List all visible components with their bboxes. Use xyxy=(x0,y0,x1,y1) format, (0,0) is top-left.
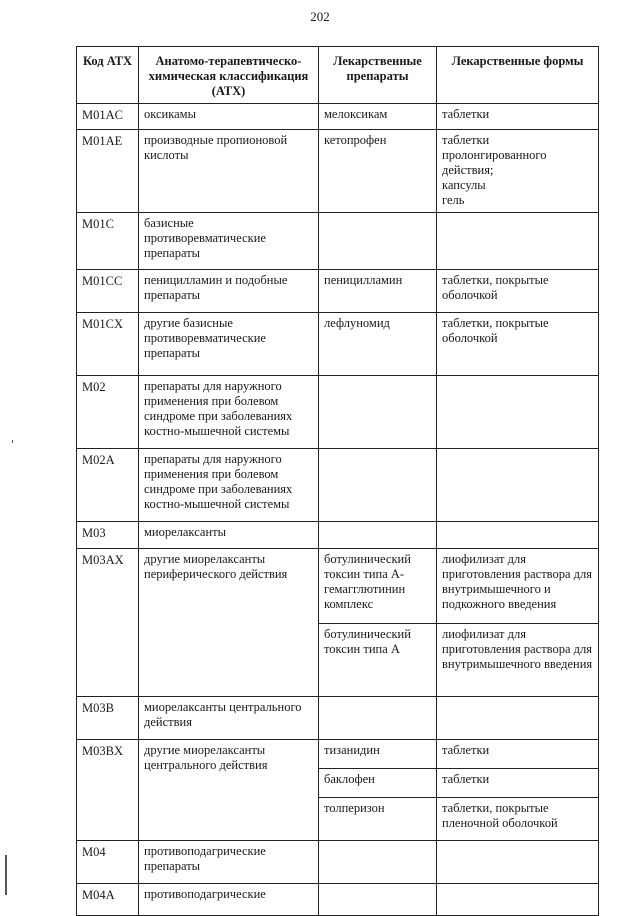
form-cell xyxy=(437,449,599,522)
table-row xyxy=(77,740,599,769)
atc-code: M02A xyxy=(77,449,139,522)
drug-cell: лефлуномид xyxy=(319,313,437,376)
classification-cell: препараты для наружного применения при болевом синдроме при заболеваниях костно-мышечной системы xyxy=(139,376,319,449)
scan-mark xyxy=(12,440,13,443)
atc-code: M01AC xyxy=(77,104,139,130)
classification-cell: другие миорелаксанты центрального действия xyxy=(139,740,319,841)
classification-cell: противоподагрические xyxy=(139,884,319,916)
table-row xyxy=(77,313,599,376)
table-row xyxy=(77,376,599,449)
classification-cell: пеницилламин и подобные препараты xyxy=(139,270,319,313)
form-cell: таблетки, покрытые оболочкой xyxy=(437,270,599,313)
classification-cell: другие миорелаксанты периферического действия xyxy=(139,549,319,697)
classification-cell: миорелаксанты центрального действия xyxy=(139,697,319,740)
atc-code: M04 xyxy=(77,841,139,884)
atc-code: M01C xyxy=(77,213,139,270)
form-cell xyxy=(437,376,599,449)
drug-cell xyxy=(319,884,437,916)
atc-code: M04A xyxy=(77,884,139,916)
header-code: Код АТХ xyxy=(77,47,139,104)
drug-cell xyxy=(319,449,437,522)
atc-code: M03 xyxy=(77,522,139,549)
drug-cell xyxy=(319,522,437,549)
form-cell: таблетки xyxy=(437,769,599,798)
atc-code: M02 xyxy=(77,376,139,449)
drug-cell: баклофен xyxy=(319,769,437,798)
scan-mark xyxy=(5,855,7,895)
form-cell: таблетки, покрытые пленочной оболочкой xyxy=(437,798,599,841)
header-forms: Лекарственные формы xyxy=(437,47,599,104)
classification-cell: противоподагрические препараты xyxy=(139,841,319,884)
drug-cell: пеницилламин xyxy=(319,270,437,313)
table-body xyxy=(77,104,599,916)
atc-code: M03BX xyxy=(77,740,139,841)
form-cell: таблетки, покрытые оболочкой xyxy=(437,313,599,376)
table-row xyxy=(77,549,599,624)
drug-cell xyxy=(319,376,437,449)
form-cell xyxy=(437,841,599,884)
form-cell: лиофилизат для приготовления раствора для внутримышечного и подкожного введения xyxy=(437,549,599,624)
form-cell: лиофилизат для приготовления раствора для внутримышечного введения xyxy=(437,624,599,697)
classification-cell: препараты для наружного применения при болевом синдроме при заболеваниях костно-мышечной системы xyxy=(139,449,319,522)
drug-cell xyxy=(319,841,437,884)
atc-code: M01CX xyxy=(77,313,139,376)
header-classification: Анатомо-терапевтическо-химическая классификация (АТХ) xyxy=(139,47,319,104)
table-row xyxy=(77,841,599,884)
table-row xyxy=(77,449,599,522)
page-number: 202 xyxy=(310,9,330,24)
form-cell xyxy=(437,697,599,740)
drug-cell: ботулинический токсин типа A-гемагглютинин комплекс xyxy=(319,549,437,624)
table-row xyxy=(77,884,599,916)
form-cell xyxy=(437,522,599,549)
drug-cell xyxy=(319,697,437,740)
form-cell xyxy=(437,884,599,916)
drug-cell: ботулинический токсин типа A xyxy=(319,624,437,697)
form-cell: таблетки пролонгированного действия; капсулы гель xyxy=(437,130,599,213)
form-cell xyxy=(437,213,599,270)
classification-cell: производные пропионовой кислоты xyxy=(139,130,319,213)
atc-code: M03AX xyxy=(77,549,139,697)
drug-cell: кетопрофен xyxy=(319,130,437,213)
atc-code: M03B xyxy=(77,697,139,740)
drug-cell: тизанидин xyxy=(319,740,437,769)
table-row xyxy=(77,130,599,213)
table-row xyxy=(77,270,599,313)
classification-cell: миорелаксанты xyxy=(139,522,319,549)
table-row xyxy=(77,104,599,130)
atc-table xyxy=(76,46,599,916)
drug-cell: мелоксикам xyxy=(319,104,437,130)
classification-cell: оксикамы xyxy=(139,104,319,130)
table-row xyxy=(77,213,599,270)
table-header-row xyxy=(77,47,599,104)
classification-cell: базисные противоревматические препараты xyxy=(139,213,319,270)
form-cell: таблетки xyxy=(437,104,599,130)
drug-cell xyxy=(319,213,437,270)
atc-code: M01CC xyxy=(77,270,139,313)
drug-cell: толперизон xyxy=(319,798,437,841)
table-row xyxy=(77,522,599,549)
classification-cell: другие базисные противоревматические препараты xyxy=(139,313,319,376)
table-row xyxy=(77,697,599,740)
header-drugs: Лекарственные препараты xyxy=(319,47,437,104)
form-cell: таблетки xyxy=(437,740,599,769)
atc-code: M01AE xyxy=(77,130,139,213)
